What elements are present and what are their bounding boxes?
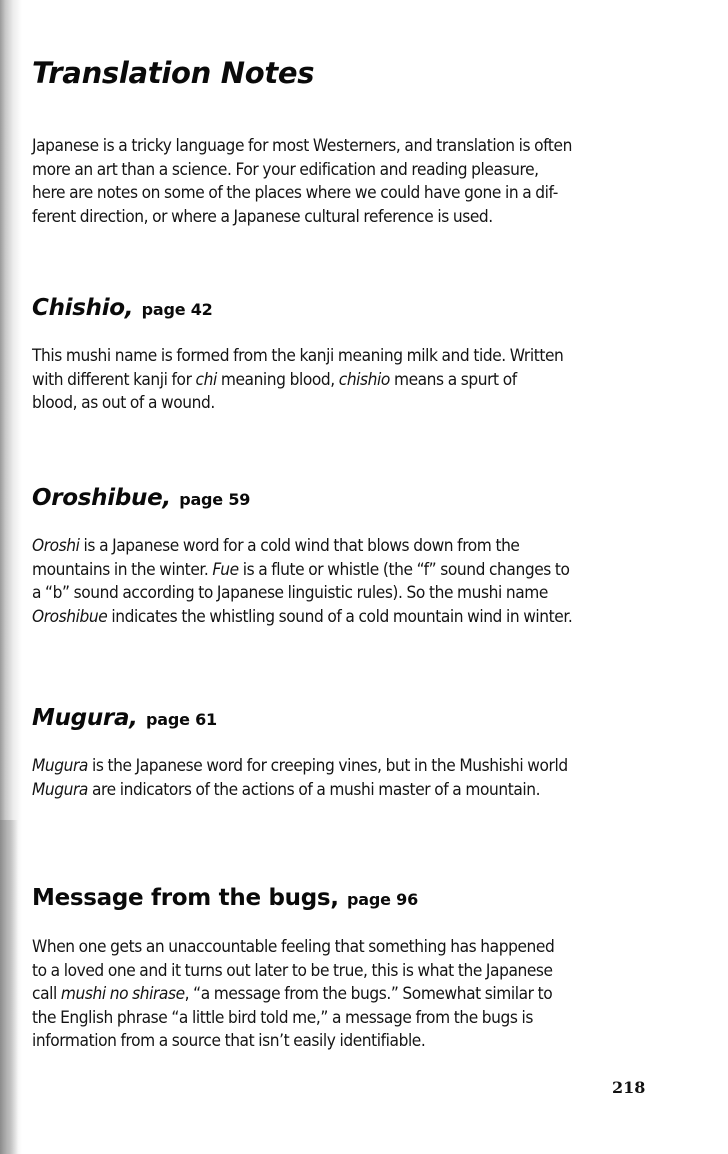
note-heading-oroshibue: [32, 483, 250, 511]
note-line: the English phrase “a little bird told me,” a message from the bugs is: [32, 1007, 534, 1027]
note-line: mountains in the winter. Fue is a flute or whistle (the “f” sound changes to: [32, 559, 570, 579]
intro-line: Japanese is a tricky language for most Westerners, and translation is often: [32, 136, 572, 155]
note-page-ref: page 42: [141, 300, 213, 319]
note-line: Oroshi is a Japanese word for a cold wind that blows down from the: [32, 536, 520, 555]
note-page-ref: page 61: [145, 710, 217, 729]
italic-term: mushi no shirase: [60, 984, 185, 1004]
note-line: information from a source that isn’t easily identifiable.: [32, 1031, 426, 1051]
intro-line: more an art than a science. For your edification and reading pleasure,: [32, 159, 539, 179]
italic-term: Oroshi: [32, 536, 80, 555]
intro-paragraph: [32, 134, 572, 228]
note-heading-message-from-the-bugs: [32, 883, 418, 911]
note-term: Mugura,: [32, 705, 138, 731]
intro-line: here are notes on some of the places where we could have gone in a dif-: [32, 183, 558, 203]
italic-term: chishio: [338, 369, 390, 389]
note-line: to a loved one and it turns out later to be true, this is what the Japanese: [32, 960, 553, 980]
note-line: Mugura is the Japanese word for creeping vines, but in the Mushishi world: [32, 756, 568, 775]
italic-term: Mugura: [32, 779, 88, 799]
note-term: Chishio,: [32, 295, 134, 321]
note-line: This mushi name is formed from the kanji meaning milk and tide. Written: [32, 346, 564, 365]
note-line: a “b” sound according to Japanese linguistic rules). So the mushi name: [32, 583, 549, 603]
note-line: with different kanji for chi meaning blood, chishio means a spurt of: [32, 369, 517, 389]
note-body-mugura: [32, 754, 568, 801]
italic-term: chi: [195, 369, 217, 389]
note-page-ref: page 96: [347, 890, 419, 909]
note-term: Message from the bugs,: [32, 885, 339, 911]
page-title: Translation Notes: [32, 56, 315, 90]
note-line: Mugura are indicators of the actions of a mushi master of a mountain.: [32, 779, 541, 799]
note-term: Oroshibue,: [32, 485, 171, 511]
italic-term: Mugura: [32, 756, 88, 775]
note-body-message-from-the-bugs: [32, 935, 554, 1053]
italic-term: Fue: [212, 559, 239, 579]
intro-line: ferent direction, or where a Japanese cultural reference is used.: [32, 206, 493, 226]
italic-term: Oroshibue: [32, 606, 108, 626]
note-page-ref: page 59: [179, 490, 251, 509]
note-line: call mushi no shirase, “a message from the bugs.” Somewhat similar to: [32, 984, 553, 1004]
page-number: 218: [612, 1078, 646, 1097]
note-line: Oroshibue indicates the whistling sound of a cold mountain wind in winter.: [32, 606, 573, 626]
note-body-oroshibue: [32, 534, 572, 628]
note-line: blood, as out of a wound.: [32, 393, 215, 413]
note-heading-mugura: [32, 703, 217, 731]
page-gutter-shadow-lower: [0, 820, 18, 1154]
note-body-chishio: [32, 344, 563, 415]
note-line: When one gets an unaccountable feeling that something has happened: [32, 937, 555, 956]
note-heading-chishio: [32, 293, 213, 321]
